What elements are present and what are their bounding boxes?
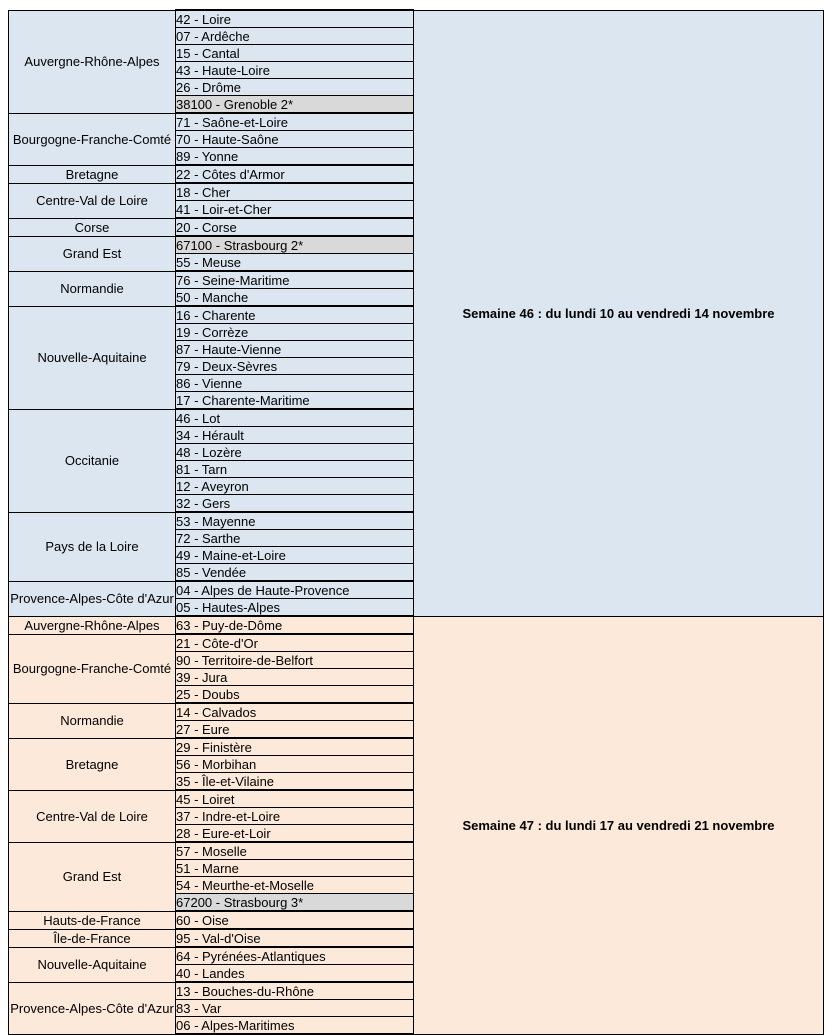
- region-cell: Centre-Val de Loire: [9, 183, 176, 218]
- region-cell: Hauts-de-France: [9, 911, 176, 929]
- region-cell: Normandie: [9, 271, 176, 306]
- region-cell: Auvergne-Rhône-Alpes: [9, 10, 176, 113]
- department-cell: 18 - Cher: [176, 183, 414, 201]
- document-page: [0, 9, 827, 1033]
- department-cell: 07 - Ardêche: [176, 28, 414, 45]
- planning-table-body: [9, 10, 824, 1034]
- department-cell: 28 - Eure-et-Loir: [176, 825, 414, 843]
- region-cell: Corse: [9, 218, 176, 236]
- week-label-cell: Semaine 46 : du lundi 10 au vendredi 14 novembre: [414, 10, 824, 616]
- region-cell: Provence-Alpes-Côte d'Azur: [9, 581, 176, 616]
- department-cell-highlighted: 67100 - Strasbourg 2*: [176, 236, 414, 254]
- department-cell: 22 - Côtes d'Armor: [176, 165, 414, 183]
- department-cell: 19 - Corrèze: [176, 324, 414, 341]
- department-cell: 51 - Marne: [176, 860, 414, 877]
- department-cell-highlighted: 67200 - Strasbourg 3*: [176, 894, 414, 912]
- region-cell: Bretagne: [9, 738, 176, 790]
- department-cell: 41 - Loir-et-Cher: [176, 201, 414, 219]
- department-cell: 63 - Puy-de-Dôme: [176, 616, 414, 634]
- department-cell: 32 - Gers: [176, 495, 414, 513]
- department-cell: 26 - Drôme: [176, 79, 414, 96]
- department-cell: 39 - Jura: [176, 669, 414, 686]
- region-cell: Grand Est: [9, 236, 176, 271]
- department-cell: 64 - Pyrénées-Atlantiques: [176, 947, 414, 965]
- region-cell: Grand Est: [9, 842, 176, 911]
- region-cell: Nouvelle-Aquitaine: [9, 306, 176, 409]
- department-cell: 95 - Val-d'Oise: [176, 929, 414, 947]
- department-cell: 60 - Oise: [176, 911, 414, 929]
- department-cell: 54 - Meurthe-et-Moselle: [176, 877, 414, 894]
- department-cell: 87 - Haute-Vienne: [176, 341, 414, 358]
- region-cell: Bourgogne-Franche-Comté: [9, 634, 176, 703]
- department-cell-highlighted: 38100 - Grenoble 2*: [176, 96, 414, 114]
- department-cell: 49 - Maine-et-Loire: [176, 547, 414, 564]
- department-cell: 35 - Île-et-Vilaine: [176, 773, 414, 791]
- department-cell: 13 - Bouches-du-Rhône: [176, 982, 414, 1000]
- region-cell: Île-de-France: [9, 929, 176, 947]
- department-cell: 79 - Deux-Sèvres: [176, 358, 414, 375]
- department-cell: 76 - Seine-Maritime: [176, 271, 414, 289]
- region-cell: Nouvelle-Aquitaine: [9, 947, 176, 982]
- department-cell: 25 - Doubs: [176, 686, 414, 704]
- region-cell: Auvergne-Rhône-Alpes: [9, 616, 176, 634]
- department-cell: 04 - Alpes de Haute-Provence: [176, 581, 414, 599]
- department-cell: 20 - Corse: [176, 218, 414, 236]
- region-cell: Normandie: [9, 703, 176, 738]
- department-cell: 50 - Manche: [176, 289, 414, 307]
- department-cell: 72 - Sarthe: [176, 530, 414, 547]
- department-cell: 29 - Finistère: [176, 738, 414, 756]
- department-cell: 12 - Aveyron: [176, 478, 414, 495]
- department-cell: 16 - Charente: [176, 306, 414, 324]
- department-cell: 43 - Haute-Loire: [176, 62, 414, 79]
- department-cell: 40 - Landes: [176, 965, 414, 983]
- department-cell: 05 - Hautes-Alpes: [176, 599, 414, 617]
- department-cell: 17 - Charente-Maritime: [176, 392, 414, 410]
- region-cell: Pays de la Loire: [9, 512, 176, 581]
- department-cell: 85 - Vendée: [176, 564, 414, 582]
- department-cell: 42 - Loire: [176, 10, 414, 28]
- department-cell: 81 - Tarn: [176, 461, 414, 478]
- region-cell: Bourgogne-Franche-Comté: [9, 113, 176, 165]
- region-cell: Bretagne: [9, 165, 176, 183]
- table-row: [9, 616, 824, 634]
- department-cell: 14 - Calvados: [176, 703, 414, 721]
- week-label-cell: Semaine 47 : du lundi 17 au vendredi 21 novembre: [414, 616, 824, 1034]
- department-cell: 48 - Lozère: [176, 444, 414, 461]
- department-cell: 86 - Vienne: [176, 375, 414, 392]
- department-cell: 37 - Indre-et-Loire: [176, 808, 414, 825]
- department-cell: 34 - Hérault: [176, 427, 414, 444]
- department-cell: 21 - Côte-d'Or: [176, 634, 414, 652]
- region-cell: Centre-Val de Loire: [9, 790, 176, 842]
- department-cell: 57 - Moselle: [176, 842, 414, 860]
- department-cell: 15 - Cantal: [176, 45, 414, 62]
- department-cell: 06 - Alpes-Maritimes: [176, 1017, 414, 1035]
- planning-table: [8, 9, 824, 1035]
- department-cell: 55 - Meuse: [176, 254, 414, 272]
- department-cell: 27 - Eure: [176, 721, 414, 739]
- department-cell: 90 - Territoire-de-Belfort: [176, 652, 414, 669]
- department-cell: 70 - Haute-Saône: [176, 131, 414, 148]
- region-cell: Provence-Alpes-Côte d'Azur: [9, 982, 176, 1034]
- table-row: [9, 10, 824, 28]
- region-cell: Occitanie: [9, 409, 176, 512]
- department-cell: 71 - Saône-et-Loire: [176, 113, 414, 131]
- department-cell: 56 - Morbihan: [176, 756, 414, 773]
- department-cell: 89 - Yonne: [176, 148, 414, 166]
- department-cell: 45 - Loiret: [176, 790, 414, 808]
- department-cell: 46 - Lot: [176, 409, 414, 427]
- department-cell: 53 - Mayenne: [176, 512, 414, 530]
- department-cell: 83 - Var: [176, 1000, 414, 1017]
